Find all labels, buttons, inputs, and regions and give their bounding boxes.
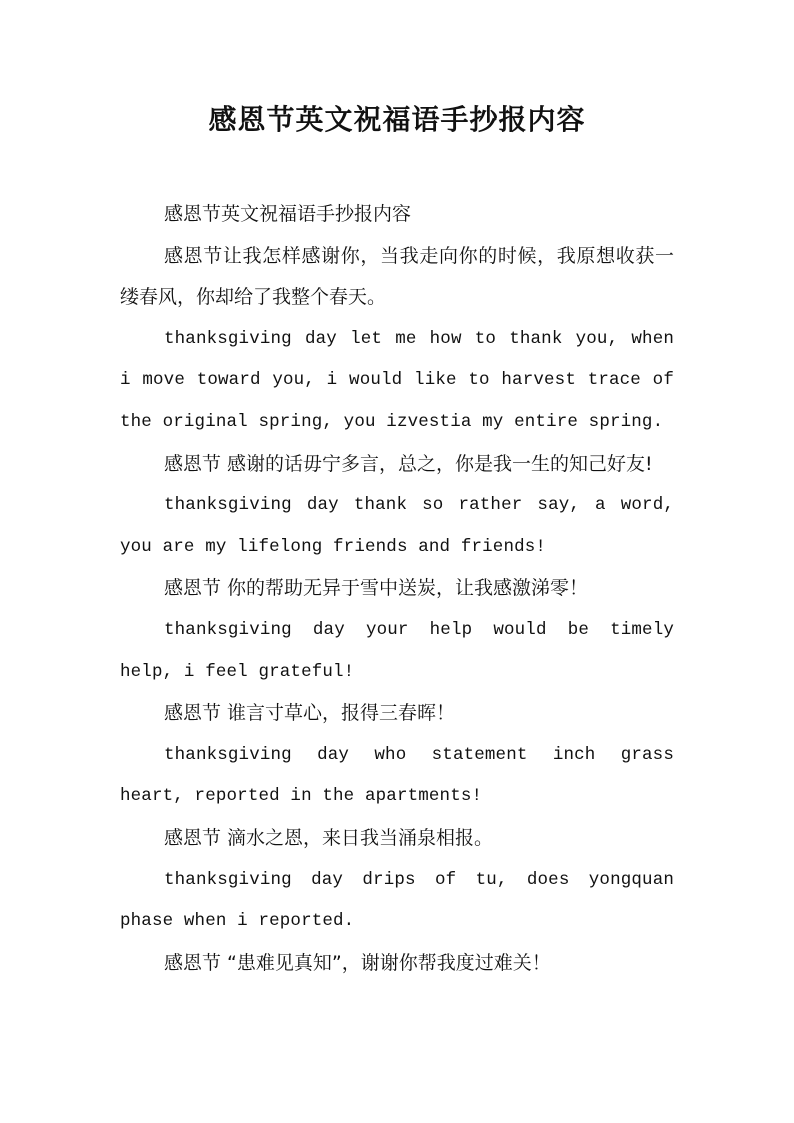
paragraph: thanksgiving day thank so rather say, a word, you are my lifelong friends and friends! (120, 495, 674, 557)
paragraph: 感恩节 你的帮助无异于雪中送炭，让我感激涕零！ (164, 577, 589, 600)
paragraph: thanksgiving day who statement inch grass heart, reported in the apartments! (120, 744, 674, 807)
paragraph: thanksgiving day let me how to thank you, when i move toward you, i would like to harvest trace of the original spring, you izvestia my entire spring. (120, 328, 674, 432)
document-body (120, 194, 674, 984)
paragraph: thanksgiving day your help would be timely help, i feel grateful! (120, 619, 674, 682)
paragraph: 感恩节 滴水之恩，来日我当涌泉相报。 (164, 826, 494, 849)
document-title: 感恩节英文祝福语手抄报内容 (208, 103, 586, 136)
paragraph: 感恩节 谁言寸草心，报得三春晖！ (164, 702, 456, 725)
paragraph: thanksgiving day drips of tu, does yongquan phase when i reported. (120, 869, 674, 932)
paragraph: 感恩节让我怎样感谢你，当我走向你的时候，我原想收获一缕春风，你却给了我整个春天。 (120, 244, 674, 309)
paragraph: 感恩节 感谢的话毋宁多言，总之，你是我一生的知己好友! (164, 452, 653, 475)
paragraph: 感恩节 “患难见真知”，谢谢你帮我度过难关！ (164, 951, 551, 974)
paragraph: 感恩节英文祝福语手抄报内容 (164, 203, 412, 225)
